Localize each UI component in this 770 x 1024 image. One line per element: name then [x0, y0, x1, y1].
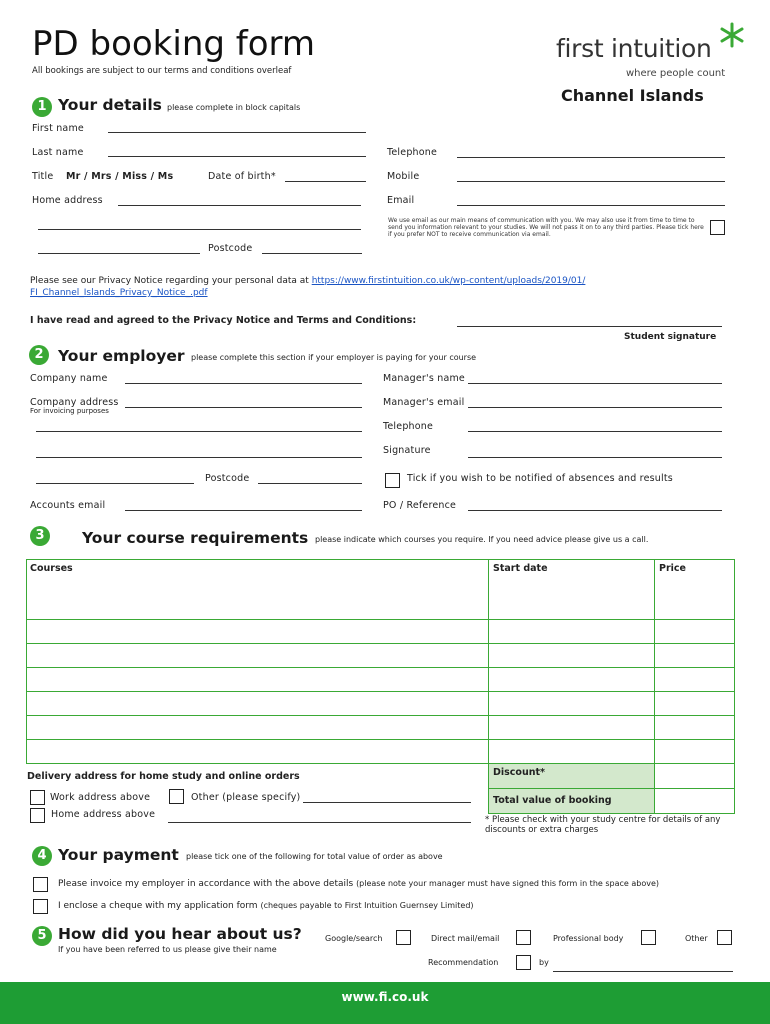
work-address-checkbox[interactable] [30, 790, 45, 805]
cheque-label: I enclose a cheque with my application form [58, 901, 258, 911]
title-options[interactable]: Mr / Mrs / Miss / Ms [66, 171, 174, 182]
asterisk-logo-icon [719, 22, 745, 48]
postcode-label: Postcode [208, 243, 253, 254]
table-row[interactable] [27, 740, 735, 764]
section-4-title: Your payment [58, 846, 179, 864]
first-name-label: First name [32, 123, 84, 134]
table-row[interactable] [27, 692, 735, 716]
section-1-number: 1 [32, 97, 52, 117]
telephone-field[interactable] [457, 157, 725, 158]
table-header-row [27, 560, 735, 620]
absence-notify-checkbox[interactable] [385, 473, 400, 488]
section-3-title: Your course requirements [82, 529, 309, 547]
manager-name-label: Manager's name [383, 373, 465, 384]
cheque-option [58, 901, 474, 911]
invoice-employer-checkbox[interactable] [33, 877, 48, 892]
company-address-label: Company address [30, 397, 119, 408]
section-2-note: please complete this section if your employer is paying for your course [191, 353, 477, 362]
dob-field[interactable] [285, 181, 366, 182]
manager-name-field[interactable] [468, 383, 722, 384]
other-source-label: Other [685, 934, 708, 943]
by-label: by [539, 958, 549, 967]
student-signature-field[interactable] [457, 326, 722, 327]
footer-bar [0, 982, 770, 1024]
invoice-employer-option [58, 879, 659, 889]
recommendation-checkbox[interactable] [516, 955, 531, 970]
section-4-number: 4 [32, 846, 52, 866]
dob-label: Date of birth* [208, 171, 276, 182]
invoice-employer-note: (please note your manager must have signed this form in the space above) [356, 879, 660, 888]
section-5-title: How did you hear about us? [58, 925, 302, 943]
home-address-option-label: Home address above [51, 809, 156, 820]
company-address-field-3[interactable] [36, 457, 362, 458]
section-1-title: Your details [58, 96, 162, 114]
cheque-note: (cheques payable to First Intuition Guernsey Limited) [260, 901, 474, 910]
invoice-employer-label: Please invoice my employer in accordance with the above details [58, 879, 354, 889]
home-address-field-1[interactable] [118, 205, 361, 206]
table-row[interactable] [27, 716, 735, 740]
privacy-notice [30, 275, 670, 299]
discount-note: * Please check with your study centre for details of any discounts or extra charges [485, 815, 721, 835]
direct-mail-checkbox[interactable] [516, 930, 531, 945]
absence-notify-label: Tick if you wish to be notified of absences and results [407, 473, 673, 484]
company-address-field-1[interactable] [125, 407, 362, 408]
logo-text: first intuition [556, 34, 712, 63]
home-address-field-2[interactable] [38, 229, 361, 230]
discount-label: Discount* [489, 764, 655, 789]
section-4-note: please tick one of the following for total value of order as above [186, 852, 443, 861]
email-label: Email [387, 195, 415, 206]
table-row[interactable] [27, 620, 735, 644]
signature-label: Signature [383, 445, 431, 456]
region-label: Channel Islands [561, 86, 704, 105]
po-reference-label: PO / Reference [383, 500, 457, 511]
direct-mail-label: Direct mail/email [431, 934, 500, 943]
telephone-label: Telephone [387, 147, 438, 158]
discount-value[interactable] [655, 764, 735, 789]
manager-signature-field[interactable] [468, 457, 722, 458]
other-address-field[interactable] [303, 802, 471, 803]
logo [556, 22, 746, 82]
section-5-number: 5 [32, 926, 52, 946]
section-1-note: please complete in block capitals [167, 103, 301, 112]
postcode-field[interactable] [262, 253, 362, 254]
home-address-label: Home address [32, 195, 103, 206]
manager-email-field[interactable] [468, 407, 722, 408]
company-address-field-4[interactable] [36, 483, 194, 484]
home-address-checkbox[interactable] [30, 808, 45, 823]
google-checkbox[interactable] [396, 930, 411, 945]
other-source-checkbox[interactable] [717, 930, 732, 945]
section-3-note: please indicate which courses you require. If you need advice please give us a call. [315, 535, 649, 544]
accounts-email-field[interactable] [125, 510, 362, 511]
work-address-label: Work address above [50, 792, 151, 803]
footer-url[interactable]: www.fi.co.uk [341, 990, 429, 1004]
total-label: Total value of booking [489, 789, 655, 814]
referrer-name-field[interactable] [553, 971, 733, 972]
cheque-checkbox[interactable] [33, 899, 48, 914]
accounts-email-label: Accounts email [30, 500, 106, 511]
delivery-heading: Delivery address for home study and online orders [27, 771, 300, 782]
employer-telephone-label: Telephone [383, 421, 434, 432]
table-row[interactable] [27, 668, 735, 692]
employer-postcode-label: Postcode [205, 473, 250, 484]
col-courses-header: Courses [27, 560, 489, 620]
privacy-text: Please see our Privacy Notice regarding your personal data at [30, 276, 312, 286]
email-field[interactable] [457, 205, 725, 206]
google-label: Google/search [325, 934, 383, 943]
last-name-field[interactable] [108, 156, 366, 157]
table-row[interactable] [27, 644, 735, 668]
agreement-text: I have read and agreed to the Privacy Notice and Terms and Conditions: [30, 315, 417, 326]
other-address-field-2[interactable] [168, 822, 471, 823]
logo-tagline: where people count [626, 68, 726, 79]
title-label: Title [32, 171, 54, 182]
other-address-checkbox[interactable] [169, 789, 184, 804]
privacy-link[interactable]: https://www.firstintuition.co.uk/wp-content/uploads/2019/01/ FI_Channel_Islands_Privacy_Notice_.pdf [30, 276, 586, 298]
home-address-field-3[interactable] [38, 253, 200, 254]
employer-postcode-field[interactable] [258, 483, 362, 484]
other-address-label: Other (please specify) [191, 792, 301, 803]
total-value[interactable] [655, 789, 735, 814]
mobile-label: Mobile [387, 171, 420, 182]
col-start-header: Start date [489, 560, 655, 620]
page-title: PD booking form [32, 24, 316, 64]
section-5-note: If you have been referred to us please give their name [58, 945, 277, 954]
company-address-field-2[interactable] [36, 431, 362, 432]
student-signature-label: Student signature [624, 332, 717, 342]
professional-body-label: Professional body [553, 934, 624, 943]
company-name-field[interactable] [125, 383, 362, 384]
recommendation-label: Recommendation [428, 958, 499, 967]
last-name-label: Last name [32, 147, 84, 158]
company-name-label: Company name [30, 373, 108, 384]
first-name-field[interactable] [108, 132, 366, 133]
employer-telephone-field[interactable] [468, 431, 722, 432]
po-reference-field[interactable] [468, 510, 722, 511]
col-price-header: Price [655, 560, 735, 620]
email-optout-checkbox[interactable] [710, 220, 725, 235]
professional-body-checkbox[interactable] [641, 930, 656, 945]
manager-email-label: Manager's email [383, 397, 465, 408]
invoicing-note: For invoicing purposes [30, 407, 109, 415]
section-2-number: 2 [29, 345, 49, 365]
page-subtitle: All bookings are subject to our terms and conditions overleaf [32, 66, 292, 76]
section-2-title: Your employer [58, 347, 185, 365]
email-note: We use email as our main means of communication with you. We may also use it from time to time to send you information relevant to your studies. We will not pass it on to any third parties. Please tick here if you prefer NOT to receive communication via email. [388, 217, 704, 238]
section-3-number: 3 [30, 526, 50, 546]
mobile-field[interactable] [457, 181, 725, 182]
